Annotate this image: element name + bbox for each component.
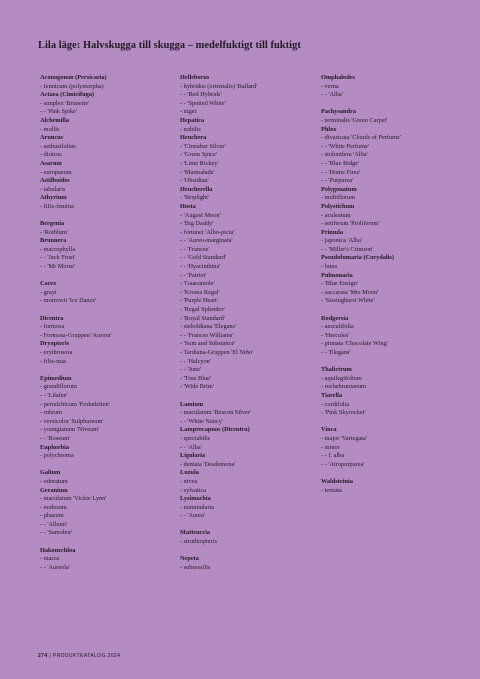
- genus-heading: Galium: [40, 469, 61, 477]
- genus-heading: Ligularia: [180, 452, 206, 460]
- species-item: - - 'Alba': [321, 91, 343, 99]
- species-item: - hybridus (orientalis) 'Ballard': [180, 82, 258, 90]
- genus-heading: Dicentra: [40, 314, 64, 322]
- genus-heading: Pachysandra: [321, 108, 356, 116]
- species-item: - - 'Atropurpurea': [321, 460, 365, 468]
- species-item: - setiferum 'Proliferum': [321, 220, 380, 228]
- species-item: - 'True Blue': [180, 374, 212, 382]
- genus-heading: Matteuccia: [180, 529, 211, 537]
- species-item: - 'Krossa Regal': [180, 288, 220, 296]
- species-item: - - 'Album': [40, 520, 68, 528]
- species-item: - 'Purple Heart': [180, 297, 218, 305]
- species-item: - mollis: [40, 125, 60, 133]
- spacer: [321, 469, 456, 478]
- spacer: [321, 306, 456, 315]
- species-item: - erythrosora: [40, 349, 73, 356]
- species-item: - 'Sum and Substance': [180, 340, 236, 348]
- spacer: [321, 100, 456, 109]
- species-item: - odoratum: [40, 477, 68, 485]
- species-item: - maculatum 'Vickie Lynn': [40, 495, 107, 503]
- spacer: [40, 212, 175, 221]
- species-item: - rubrum: [40, 409, 63, 417]
- species-item: - verna: [321, 82, 339, 90]
- species-item: - dentata 'Desdemona': [180, 460, 236, 468]
- species-item: - Formosa-Gruppen 'Aurora': [40, 331, 112, 339]
- species-item: - 'Sissinghurst White': [321, 297, 375, 305]
- species-item: - spectabilis: [180, 434, 211, 442]
- species-item: - formosa: [40, 323, 65, 331]
- species-item: - 'Wide Brim': [180, 383, 214, 391]
- species-item: - dioicus: [40, 151, 62, 159]
- species-item: - maculatum 'Beacon Silver': [180, 409, 251, 417]
- species-item: - grandiflorum: [40, 383, 77, 391]
- page-title: Lila läge: Halvskugga till skugga – medelfuktigt till fuktigt: [38, 40, 301, 51]
- spacer: [40, 272, 175, 281]
- genus-heading: Primula: [321, 228, 344, 236]
- genus-heading: Pseudofumaria (Corydalis): [321, 254, 394, 262]
- species-item: - - 'Jack Frost': [40, 254, 76, 262]
- footer-separator: |: [49, 653, 52, 659]
- genus-heading: Tiarella: [321, 391, 343, 399]
- species-item: - - 'White Perfume': [321, 142, 369, 150]
- species-item: - - 'Francee': [180, 245, 210, 253]
- species-item: - terminalis 'Green Carpet': [321, 116, 388, 124]
- genus-heading: Aconogonon (Persicaria): [40, 74, 107, 81]
- genus-heading: Waldsteinia: [321, 477, 353, 485]
- genus-heading: Alchemilla: [40, 116, 70, 124]
- species-item: - - 'Aurea': [180, 512, 205, 520]
- spacer: [321, 358, 456, 367]
- spacer: [40, 366, 175, 375]
- genus-heading: Polystichum: [321, 202, 355, 210]
- species-item: - 'Blue Ensign': [321, 280, 358, 288]
- species-item: - filix-mas: [40, 357, 67, 365]
- species-item: - 'Regal Splendor': [180, 306, 225, 314]
- species-item: - phaeum: [40, 512, 64, 520]
- species-item: - struthiopteris: [180, 538, 217, 546]
- species-item: - lutea: [321, 263, 337, 271]
- species-item: - - 'Purpurea': [321, 177, 354, 185]
- species-item: - 'Stoplight': [180, 194, 210, 202]
- species-item: - perralchicum 'Frohnleiten': [40, 400, 110, 408]
- species-item: - aesculifolia: [321, 323, 354, 331]
- genus-heading: Epimedium: [40, 374, 72, 382]
- species-item: - cordifolia: [321, 400, 350, 408]
- species-item: - filix-femina: [40, 202, 74, 210]
- species-item: - nodosum: [40, 503, 67, 511]
- genus-heading: Vinca: [321, 426, 337, 434]
- page-footer: [38, 653, 120, 659]
- genus-heading: Phlox: [321, 125, 337, 133]
- spacer: [40, 538, 175, 547]
- species-item: - - 'Patriot': [180, 271, 207, 279]
- species-item: - divaricata 'Clouds of Perfume': [321, 134, 401, 142]
- species-item: - japonica 'Alba': [321, 237, 363, 245]
- genus-heading: Luzula: [180, 469, 199, 477]
- species-item: - sylvatica: [180, 486, 207, 494]
- species-item: - 'August Moon': [180, 211, 221, 219]
- species-item: - - 'Mr Morse': [40, 263, 75, 271]
- species-item: - - 'Red Hybrids': [180, 91, 222, 99]
- species-item: - - 'Blue Ridge': [321, 159, 360, 167]
- species-item: - nummularia: [180, 503, 215, 511]
- species-item: - major 'Variegata': [321, 434, 367, 442]
- species-item: - grayi: [40, 288, 57, 296]
- species-item: - - 'Home Fires': [321, 168, 361, 176]
- spacer: [180, 392, 315, 401]
- species-item: - multiflorum: [321, 194, 356, 202]
- species-item: - - 'Roseum': [40, 434, 71, 442]
- species-item: - - 'Spotted White': [180, 99, 226, 107]
- species-item: - 'Pink Skyrocket': [321, 409, 366, 417]
- species-item: - sieboldiana 'Elegans': [180, 323, 237, 331]
- species-item: - - 'Aureo-marginata': [180, 237, 233, 245]
- genus-heading: Hakonechloa: [40, 546, 76, 554]
- species-item: - simplex 'Brunette': [40, 99, 90, 107]
- page-number: 274: [38, 653, 48, 659]
- genus-heading: Thalictrum: [321, 366, 352, 374]
- species-item: - 'Hercules': [321, 331, 350, 339]
- species-item: - 'Marmalade': [180, 168, 215, 176]
- species-item: - - 'Frances Williams': [180, 331, 234, 339]
- genus-heading: Athyrium: [40, 194, 67, 202]
- species-item: - aculeatum: [321, 211, 351, 219]
- species-item: - aquilegifolium: [321, 374, 362, 382]
- spacer: [40, 461, 175, 470]
- species-item: - - 'White Nancy': [180, 417, 224, 425]
- spacer: [40, 306, 175, 315]
- genus-heading: Omphalodes: [321, 74, 355, 81]
- genus-heading: Brunnera: [40, 237, 67, 245]
- spacer: [180, 547, 315, 556]
- species-item: - - 'Halcyon': [180, 357, 211, 365]
- catalog-name: PRODUKTKATALOG 2024: [52, 653, 121, 659]
- species-item: - tabularis: [40, 185, 66, 193]
- genus-heading: Lysimachia: [180, 495, 211, 503]
- genus-heading: Astilboides: [40, 177, 70, 185]
- species-item: - pinnata 'Chocolate Wing': [321, 340, 388, 348]
- plant-column-3: [321, 74, 456, 495]
- spacer: [321, 418, 456, 427]
- species-item: - - 'Hyacinthina': [180, 263, 221, 271]
- genus-heading: Carex: [40, 280, 57, 288]
- species-item: - 'Green Spice': [180, 151, 217, 159]
- spacer: [180, 521, 315, 530]
- genus-heading: Lamium: [180, 400, 204, 408]
- plant-column-2: [180, 74, 315, 572]
- species-item: - europaeum: [40, 168, 72, 176]
- species-item: - morrowii 'Ice Dance': [40, 297, 97, 305]
- species-item: - - 'June': [180, 366, 202, 374]
- genus-heading: Hepatica: [180, 116, 205, 124]
- species-item: - macra: [40, 555, 60, 563]
- genus-heading: Helleborus: [180, 74, 210, 81]
- species-item: - 'Guacamole': [180, 280, 215, 288]
- genus-heading: Bergenia: [40, 220, 65, 228]
- species-item: - fortunei 'Albo-picta': [180, 228, 235, 236]
- species-item: - polychroma: [40, 452, 74, 460]
- species-item: - aethusifolius: [40, 142, 76, 150]
- species-item: - niger: [180, 108, 197, 116]
- species-item: - - 'Miller's Crimson': [321, 245, 374, 253]
- species-item: - 'Cinnabar Silver': [180, 142, 226, 150]
- species-item: - versicolor 'Sulphureum': [40, 417, 104, 425]
- genus-heading: Pulmonaria: [321, 271, 353, 279]
- species-item: - - 'Alba': [180, 443, 202, 451]
- genus-heading: Hosta: [180, 202, 196, 210]
- genus-heading: Euphorbia: [40, 443, 70, 451]
- species-item: - nobilis: [180, 125, 201, 133]
- species-item: - 'Lime Rickey': [180, 159, 219, 167]
- genus-heading: Dryopteris: [40, 340, 70, 348]
- species-item: - ternata: [321, 486, 342, 494]
- species-item: - 'Big Daddy': [180, 220, 214, 228]
- species-item: - - f. alba: [321, 452, 345, 460]
- species-item: - 'Rotblum': [40, 228, 68, 236]
- species-item: - minor: [321, 443, 340, 451]
- genus-heading: Heuchera: [180, 134, 207, 142]
- genus-heading: Rodgersia: [321, 314, 349, 322]
- genus-heading: Aruncus: [40, 134, 64, 142]
- species-item: - rochebrunianum: [321, 383, 366, 391]
- species-item: - 'Royal Standard': [180, 314, 225, 322]
- species-item: - - 'Lilafee': [40, 391, 68, 399]
- genus-heading: Polygonatum: [321, 185, 357, 193]
- genus-heading: Heucherella: [180, 185, 213, 193]
- species-item: - fennicum (polymorpha): [40, 82, 104, 90]
- species-item: - - 'Gold Standard': [180, 254, 227, 262]
- species-item: - - 'Samobor': [40, 529, 73, 537]
- species-item: - - 'Pink Spike': [40, 108, 78, 116]
- species-item: - stolonifera 'Alba': [321, 151, 368, 159]
- species-item: - nivea: [180, 477, 198, 485]
- genus-heading: Actaea (Cimicifuga): [40, 91, 95, 99]
- species-item: - saccarata 'Mrs Moon': [321, 288, 379, 296]
- genus-heading: Lamprocapnos (Dicentra): [180, 426, 250, 434]
- species-item: - macrophylla: [40, 245, 76, 253]
- species-item: - - 'Elegans': [321, 349, 351, 356]
- species-item: - Tardiana-Gruppen 'El Niño': [180, 349, 254, 356]
- species-item: - subsessilis: [180, 563, 211, 571]
- plant-column-1: [40, 74, 175, 572]
- genus-heading: Geranium: [40, 486, 68, 494]
- species-item: - 'Obsidian': [180, 177, 209, 185]
- genus-heading: Asarum: [40, 159, 62, 167]
- genus-heading: Nepeta: [180, 555, 199, 563]
- species-item: - - 'Aureola': [40, 563, 70, 571]
- species-item: - youngianum 'Niveum': [40, 426, 100, 434]
